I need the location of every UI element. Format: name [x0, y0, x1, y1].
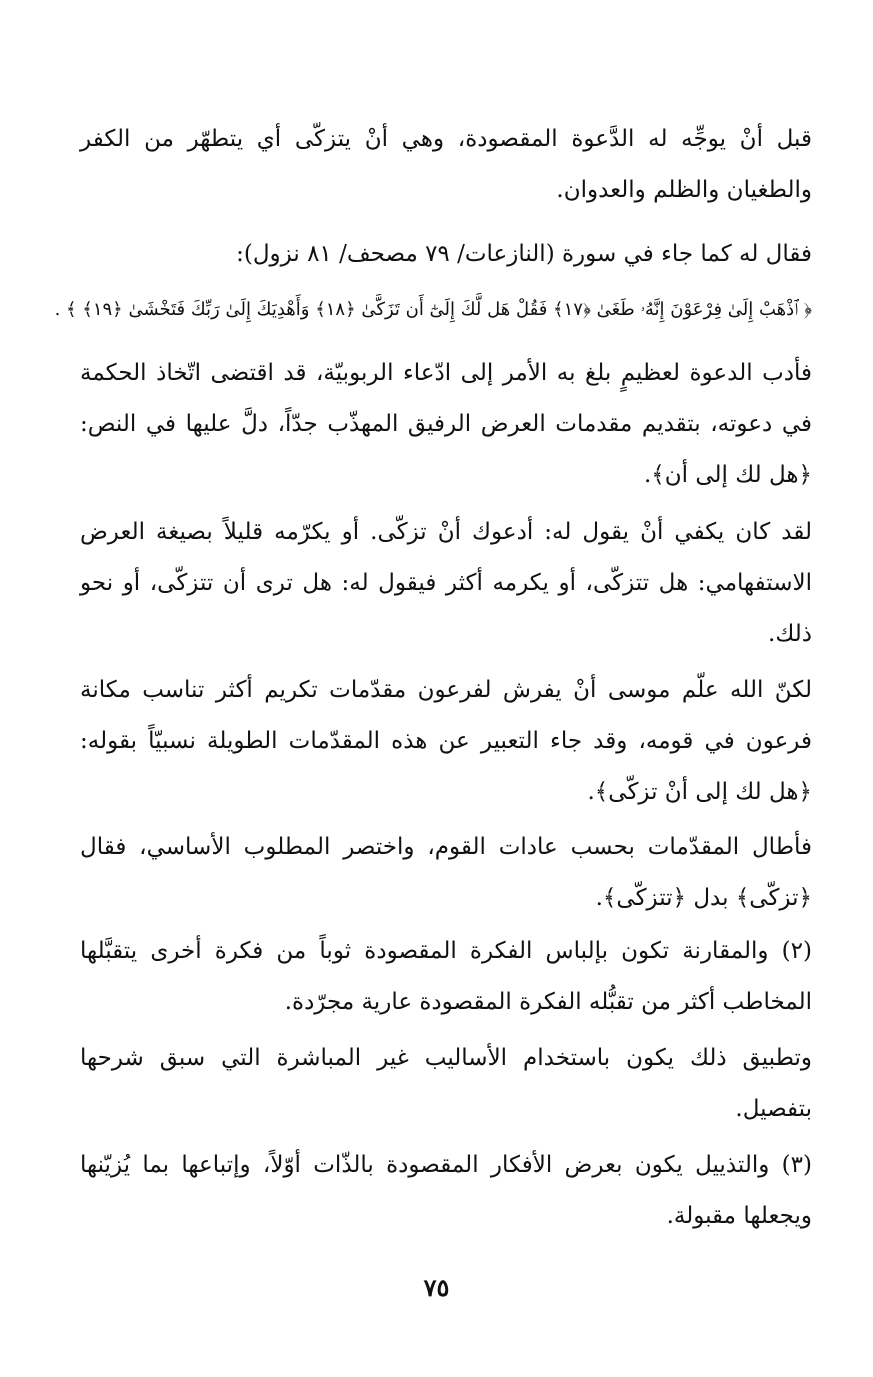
- paragraph-could-have-said: لقد كان يكفي أنْ يقول له: أدعوك أنْ تزكّى. أو يكرّمه قليلاً بصيغة العرض الاستفهامي: هل تتزكّى، أو يكرمه أكثر فيقول له: هل ترى أن تتزكّى، أو نحو ذلك.: [80, 519, 812, 647]
- quran-verse: ﴿ ٱذْهَبْ إِلَىٰ فِرْعَوْنَ إِنَّهُۥ طَغَىٰ ﴿١٧﴾ فَقُلْ هَل لَّكَ إِلَىٰٓ أَن تَزَكَّىٰ ﴿١٨﴾ وَأَهْدِيَكَ إِلَىٰ رَبِّكَ فَتَخْشَىٰ ﴿١٩﴾ ﴾ .: [54, 299, 812, 320]
- page-number: ٧٥: [423, 1273, 450, 1302]
- paragraph-prolonged-preliminaries: فأطال المقدّمات بحسب عادات القوم، واختصر المطلوب الأساسي، فقال ﴿تزكّى﴾ بدل ﴿تتزكّى﴾.: [80, 834, 812, 911]
- paragraph-allah-taught-musa: لكنّ الله علّم موسى أنْ يفرش لفرعون مقدّمات تكريم أكثر تناسب مكانة فرعون في قومه، وقد جاء التعبير عن هذه المقدّمات الطويلة نسبيّاً بقوله: ﴿هل لك إلى أنْ تزكّى﴾.: [80, 677, 812, 805]
- paragraph-surah-reference: فقال له كما جاء في سورة (النازعات/ ٧٩ مصحف/ ٨١ نزول):: [236, 241, 812, 267]
- paragraph-comparison: (٢) والمقارنة تكون بإلباس الفكرة المقصودة ثوباً من فكرة أخرى يتقبَّلها المخاطب أكثر من تقبُّله الفكرة المقصودة عارية مجرّدة.: [80, 938, 812, 1015]
- paragraph-application: وتطبيق ذلك يكون باستخدام الأساليب غير المباشرة التي سبق شرحها بتفصيل.: [80, 1045, 812, 1122]
- paragraph-intro: قبل أنْ يوجِّه له الدَّعوة المقصودة، وهي أنْ يتزكّى أي يتطهّر من الكفر والطغيان والظلم والعدوان.: [80, 126, 812, 203]
- paragraph-appendix: (٣) والتذييل يكون بعرض الأفكار المقصودة بالذّات أوّلاً، وإتباعها بما يُزيّنها ويجعلها مقبولة.: [80, 1152, 812, 1229]
- paragraph-dawah-etiquette: فأدب الدعوة لعظيمٍ بلغ به الأمر إلى ادّعاء الربوبيّة، قد اقتضى اتّخاذ الحكمة في دعوته، بتقديم مقدمات العرض الرفيق المهذّب جدّاً، دلَّ عليها في النص: ﴿هل لك إلى أن﴾.: [80, 360, 812, 488]
